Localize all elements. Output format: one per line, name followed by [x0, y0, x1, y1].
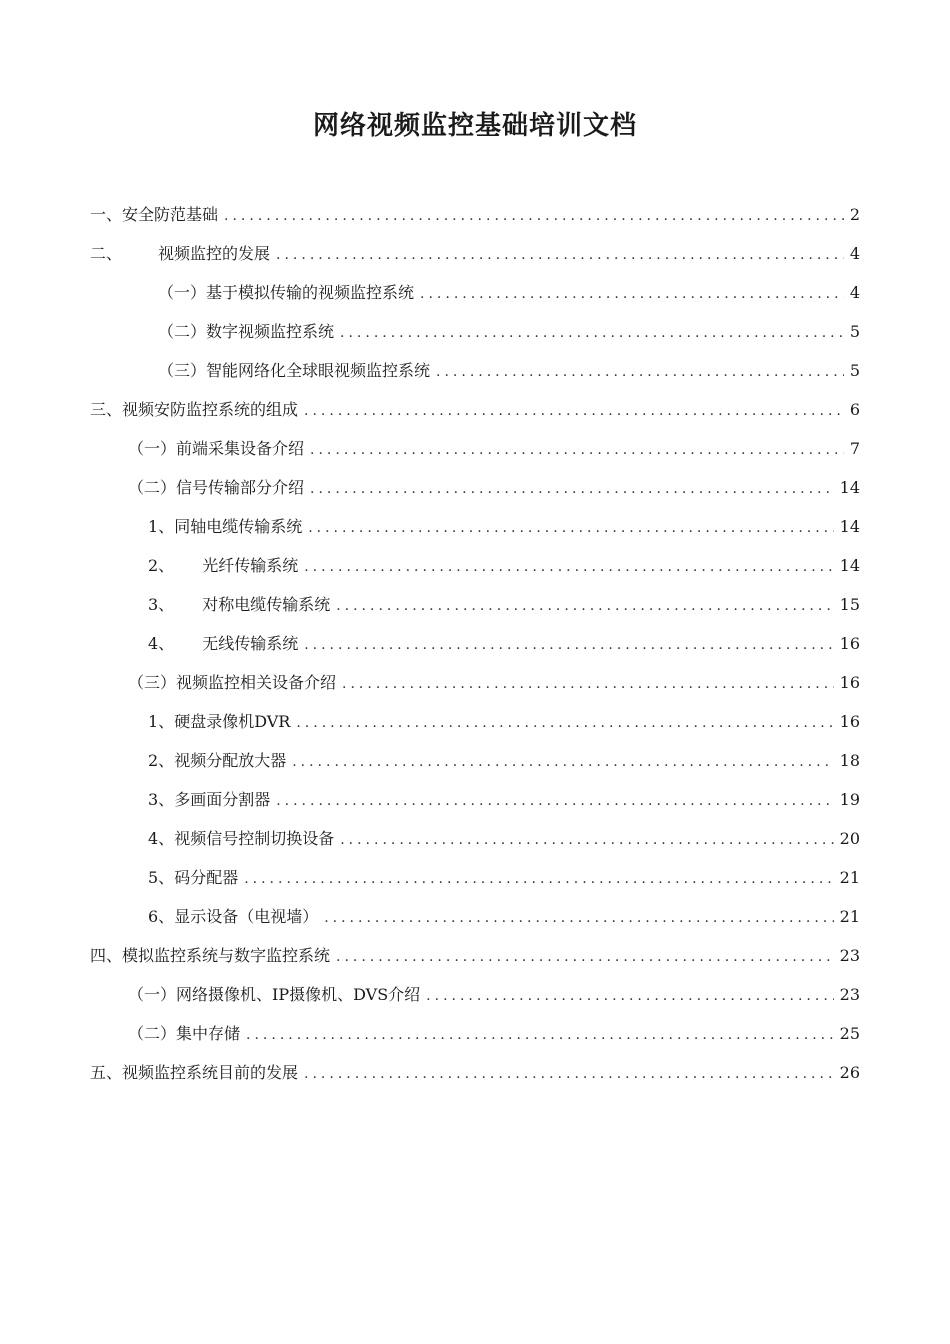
toc-entry-title: 视频安防监控系统的组成 — [122, 400, 299, 419]
toc-entry-number: （一） — [128, 985, 177, 1004]
toc-leader-dots — [304, 1055, 834, 1094]
toc-entry-title: 智能网络化全球眼视频监控系统 — [206, 361, 431, 380]
toc-entry[interactable] — [90, 273, 860, 312]
toc-entry[interactable] — [90, 234, 860, 273]
toc-entry[interactable] — [90, 390, 860, 429]
toc-entry-number: 2、 — [148, 556, 175, 575]
toc-entry-page: 23 — [839, 946, 860, 965]
toc-entry-page: 18 — [839, 751, 860, 770]
toc-entry-number: 1、 — [148, 517, 175, 536]
toc-entry-page: 25 — [839, 1024, 860, 1043]
toc-entry-title: 网络摄像机、IP摄像机、DVS介绍 — [176, 985, 421, 1004]
toc-entry-title: 视频监控系统目前的发展 — [122, 1063, 299, 1082]
toc-leader-dots — [304, 392, 844, 431]
toc-entry-page: 21 — [839, 907, 860, 926]
toc-entry[interactable] — [90, 780, 860, 819]
toc-entry[interactable] — [90, 429, 860, 468]
toc-entry-title: 硬盘录像机DVR — [174, 712, 291, 731]
toc-entry-title: 视频监控相关设备介绍 — [176, 673, 337, 692]
toc-entry-page: 21 — [839, 868, 860, 887]
toc-entry-title: 视频分配放大器 — [174, 751, 287, 770]
toc-entry[interactable] — [90, 663, 860, 702]
toc-entry[interactable] — [90, 546, 860, 585]
toc-entry-page: 7 — [849, 439, 860, 458]
toc-entry-title: 无线传输系统 — [202, 634, 299, 653]
toc-entry-title: 光纤传输系统 — [202, 556, 299, 575]
toc-entry-number: （二） — [128, 478, 177, 497]
toc-entry-number: （三） — [158, 361, 207, 380]
toc-entry-page: 14 — [839, 517, 860, 536]
toc-leader-dots — [340, 314, 844, 353]
toc-leader-dots — [336, 938, 834, 977]
toc-entry-page: 14 — [839, 478, 860, 497]
toc-entry-number: 四、 — [90, 946, 123, 965]
toc-entry-title: 安全防范基础 — [122, 205, 219, 224]
toc-leader-dots — [436, 353, 844, 392]
toc-entry[interactable] — [90, 1014, 860, 1053]
toc-entry-title: 前端采集设备介绍 — [176, 439, 305, 458]
toc-entry-page: 26 — [839, 1063, 860, 1082]
toc-entry-title: 信号传输部分介绍 — [176, 478, 305, 497]
toc-leader-dots — [426, 977, 833, 1016]
toc-entry-title: 同轴电缆传输系统 — [174, 517, 303, 536]
toc-entry-page: 16 — [839, 712, 860, 731]
toc-entry[interactable] — [90, 702, 860, 741]
toc-leader-dots — [342, 665, 834, 704]
toc-entry-number: 3、 — [148, 595, 175, 614]
toc-entry-number: 一、 — [90, 205, 123, 224]
toc-entry-number: （三） — [128, 673, 177, 692]
toc-entry-number: （一） — [158, 283, 207, 302]
toc-entry-title: 视频信号控制切换设备 — [174, 829, 335, 848]
toc-entry-title: 码分配器 — [174, 868, 239, 887]
toc-leader-dots — [224, 197, 844, 236]
toc-leader-dots — [336, 587, 833, 626]
toc-entry-title: 多画面分割器 — [174, 790, 271, 809]
toc-entry-page: 20 — [839, 829, 860, 848]
toc-entry-page: 15 — [839, 595, 860, 614]
table-of-contents — [90, 195, 860, 1092]
toc-leader-dots — [296, 704, 833, 743]
toc-entry-number: 4、 — [148, 634, 175, 653]
toc-entry-page: 19 — [839, 790, 860, 809]
toc-entry[interactable] — [90, 975, 860, 1014]
toc-entry-number: 4、 — [148, 829, 175, 848]
toc-entry[interactable] — [90, 819, 860, 858]
toc-entry[interactable] — [90, 1053, 860, 1092]
toc-entry[interactable] — [90, 351, 860, 390]
toc-entry[interactable] — [90, 195, 860, 234]
toc-leader-dots — [310, 431, 844, 470]
toc-entry-number: 2、 — [148, 751, 175, 770]
toc-leader-dots — [276, 782, 833, 821]
toc-entry-number: 3、 — [148, 790, 175, 809]
toc-entry[interactable] — [90, 624, 860, 663]
toc-entry-number: （一） — [128, 439, 177, 458]
toc-entry-title: 数字视频监控系统 — [206, 322, 335, 341]
toc-entry-title: 集中存储 — [176, 1024, 241, 1043]
toc-leader-dots — [324, 899, 833, 938]
toc-leader-dots — [276, 236, 844, 275]
toc-entry-number: 6、 — [148, 907, 175, 926]
toc-entry-number: 1、 — [148, 712, 175, 731]
toc-entry-number: 5、 — [148, 868, 175, 887]
toc-entry[interactable] — [90, 312, 860, 351]
toc-entry-page: 14 — [839, 556, 860, 575]
toc-leader-dots — [244, 860, 833, 899]
toc-leader-dots — [420, 275, 844, 314]
toc-entry-page: 5 — [849, 322, 860, 341]
toc-entry-number: 二、 — [90, 244, 123, 263]
toc-entry-title: 模拟监控系统与数字监控系统 — [122, 946, 331, 965]
toc-entry-number: （二） — [158, 322, 207, 341]
toc-entry[interactable] — [90, 585, 860, 624]
toc-entry-page: 4 — [849, 244, 860, 263]
toc-entry-page: 16 — [839, 634, 860, 653]
toc-entry-page: 23 — [839, 985, 860, 1004]
toc-entry-page: 16 — [839, 673, 860, 692]
toc-entry[interactable] — [90, 507, 860, 546]
toc-leader-dots — [304, 626, 833, 665]
toc-entry[interactable] — [90, 468, 860, 507]
toc-entry[interactable] — [90, 936, 860, 975]
toc-leader-dots — [304, 548, 833, 587]
toc-leader-dots — [308, 509, 833, 548]
toc-entry-title: 对称电缆传输系统 — [202, 595, 331, 614]
toc-entry-page: 4 — [849, 283, 860, 302]
toc-entry-number: 三、 — [90, 400, 123, 419]
document-title: 网络视频监控基础培训文档 — [312, 111, 637, 142]
toc-entry-number: 五、 — [90, 1063, 123, 1082]
toc-entry-title: 视频监控的发展 — [158, 244, 271, 263]
toc-entry-page: 2 — [849, 205, 860, 224]
toc-entry-number: （二） — [128, 1024, 177, 1043]
toc-leader-dots — [292, 743, 833, 782]
toc-entry-title: 显示设备（电视墙） — [174, 907, 319, 926]
toc-entry-page: 5 — [849, 361, 860, 380]
toc-leader-dots — [246, 1016, 834, 1055]
toc-entry[interactable] — [90, 897, 860, 936]
toc-entry[interactable] — [90, 858, 860, 897]
toc-entry[interactable] — [90, 741, 860, 780]
toc-leader-dots — [310, 470, 834, 509]
toc-leader-dots — [340, 821, 833, 860]
toc-entry-page: 6 — [849, 400, 860, 419]
toc-entry-title: 基于模拟传输的视频监控系统 — [206, 283, 415, 302]
